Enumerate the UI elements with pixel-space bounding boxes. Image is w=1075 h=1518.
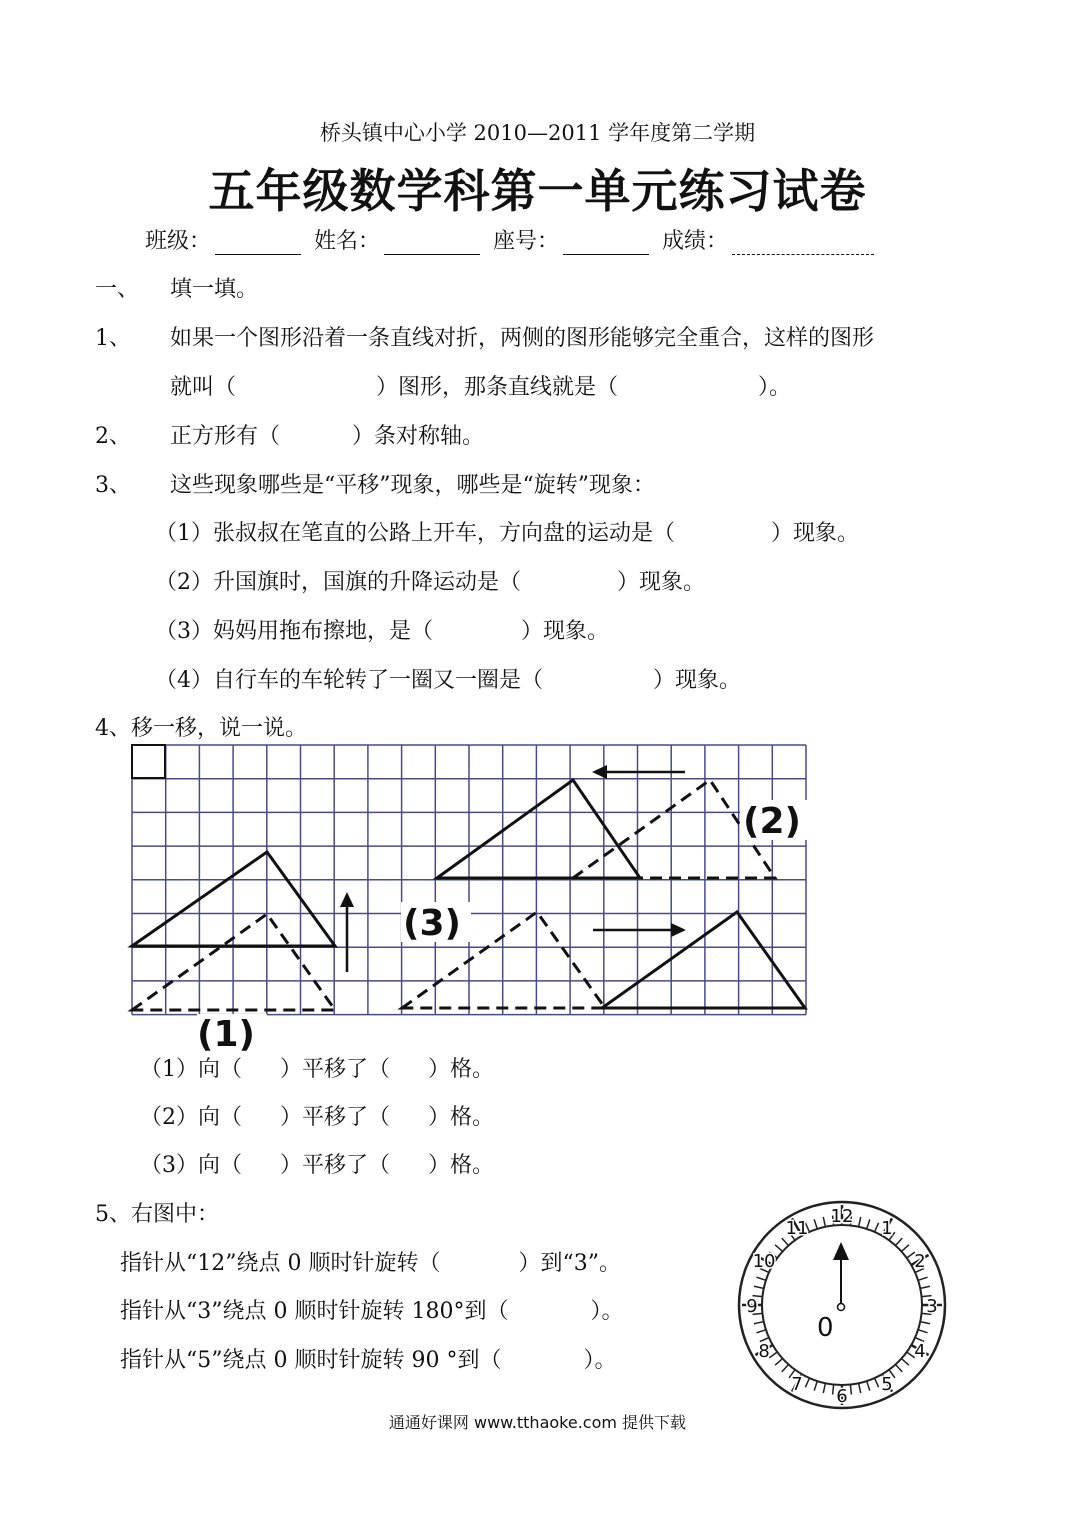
triangle-3-moved — [602, 912, 805, 1008]
figure-label-2: (2) — [743, 801, 801, 842]
clock-center-label: 0 — [817, 1313, 834, 1343]
clock-number-10: 10 — [752, 1251, 776, 1272]
class-label: 班级： — [145, 229, 212, 254]
score-blank[interactable] — [732, 232, 874, 255]
name-blank[interactable] — [384, 232, 480, 255]
score-label: 成绩： — [662, 229, 729, 254]
q3-number: 3、 — [95, 473, 131, 498]
q1-text-line2: 就叫（ ）图形，那条直线就是（ ）。 — [170, 375, 792, 400]
q5-item-3: 指针从“5”绕点 0 顺时针旋转 90 °到（ ）。 — [120, 1348, 617, 1373]
q4-item-3: （3）向（ ）平移了（ ）格。 — [140, 1153, 495, 1178]
q3-item-2: （2）升国旗时，国旗的升降运动是（ ）现象。 — [155, 570, 706, 595]
section-number: 一、 — [95, 277, 140, 302]
clock-number-6: 6 — [836, 1386, 848, 1407]
clock-number-1: 1 — [881, 1218, 893, 1240]
clock-number-7: 7 — [791, 1373, 803, 1395]
arrow-right-head — [671, 923, 686, 937]
clock-number-2: 2 — [914, 1251, 926, 1272]
q5-item-2: 指针从“3”绕点 0 顺时针旋转 180°到（ ）。 — [120, 1299, 624, 1324]
clock-center-point — [838, 1304, 845, 1311]
figure-label-3: (3) — [403, 903, 461, 944]
q4-item-2: （2）向（ ）平移了（ ）格。 — [140, 1105, 495, 1130]
seat-blank[interactable] — [563, 232, 649, 255]
translation-grid-figure — [125, 742, 825, 1072]
clock-minute-tick — [850, 1385, 851, 1395]
clock-face — [735, 1198, 949, 1412]
clock-number-3: 3 — [926, 1296, 938, 1317]
grid-unit-square — [132, 745, 165, 778]
clock-number-11: 11 — [785, 1218, 809, 1240]
q3-item-4: （4）自行车的车轮转了一圈又一圈是（ ）现象。 — [155, 668, 742, 693]
q1-text-line1: 如果一个图形沿着一条直线对折，两侧的图形能够完全重合，这样的图形 — [170, 326, 875, 351]
arrow-up-head — [340, 892, 354, 907]
student-info-row — [145, 224, 880, 255]
q4-title: 4、移一移，说一说。 — [95, 716, 307, 741]
clock-number-5: 5 — [881, 1373, 893, 1395]
section-title: 填一填。 — [170, 277, 259, 302]
q4-item-1: （1）向（ ）平移了（ ）格。 — [140, 1057, 495, 1082]
page-title: 五年级数学科第一单元练习试卷 — [208, 164, 867, 218]
clock-number-4: 4 — [914, 1341, 926, 1362]
school-term-line: 桥头镇中心小学 2010—2011 学年度第二学期 — [319, 121, 756, 145]
seat-label: 座号： — [493, 229, 560, 254]
q1-number: 1、 — [95, 326, 131, 351]
arrow-left-head — [592, 765, 607, 779]
q5-item-1: 指针从“12”绕点 0 顺时针旋转（ ）到“3”。 — [120, 1251, 621, 1276]
clock-minute-tick — [833, 1385, 834, 1395]
footer-text: 通通好课网 www.tthaoke.com 提供下载 — [388, 1413, 687, 1432]
figure-label-1: (1) — [197, 1014, 255, 1055]
q2-number: 2、 — [95, 424, 131, 449]
name-label: 姓名： — [314, 229, 381, 254]
q2-text: 正方形有（ ）条对称轴。 — [170, 424, 485, 449]
clock-number-12: 12 — [830, 1206, 854, 1227]
clock-number-9: 9 — [746, 1296, 758, 1317]
q3-item-1: （1）张叔叔在笔直的公路上开车，方向盘的运动是（ ）现象。 — [155, 521, 860, 546]
q5-title: 5、右图中： — [95, 1202, 219, 1227]
class-blank[interactable] — [215, 232, 301, 255]
clock-number-8: 8 — [758, 1341, 770, 1362]
q3-item-3: （3）妈妈用拖布擦地，是（ ）现象。 — [155, 619, 610, 644]
q3-intro: 这些现象哪些是“平移”现象，哪些是“旋转”现象： — [170, 473, 655, 498]
triangle-2-original — [437, 780, 640, 878]
